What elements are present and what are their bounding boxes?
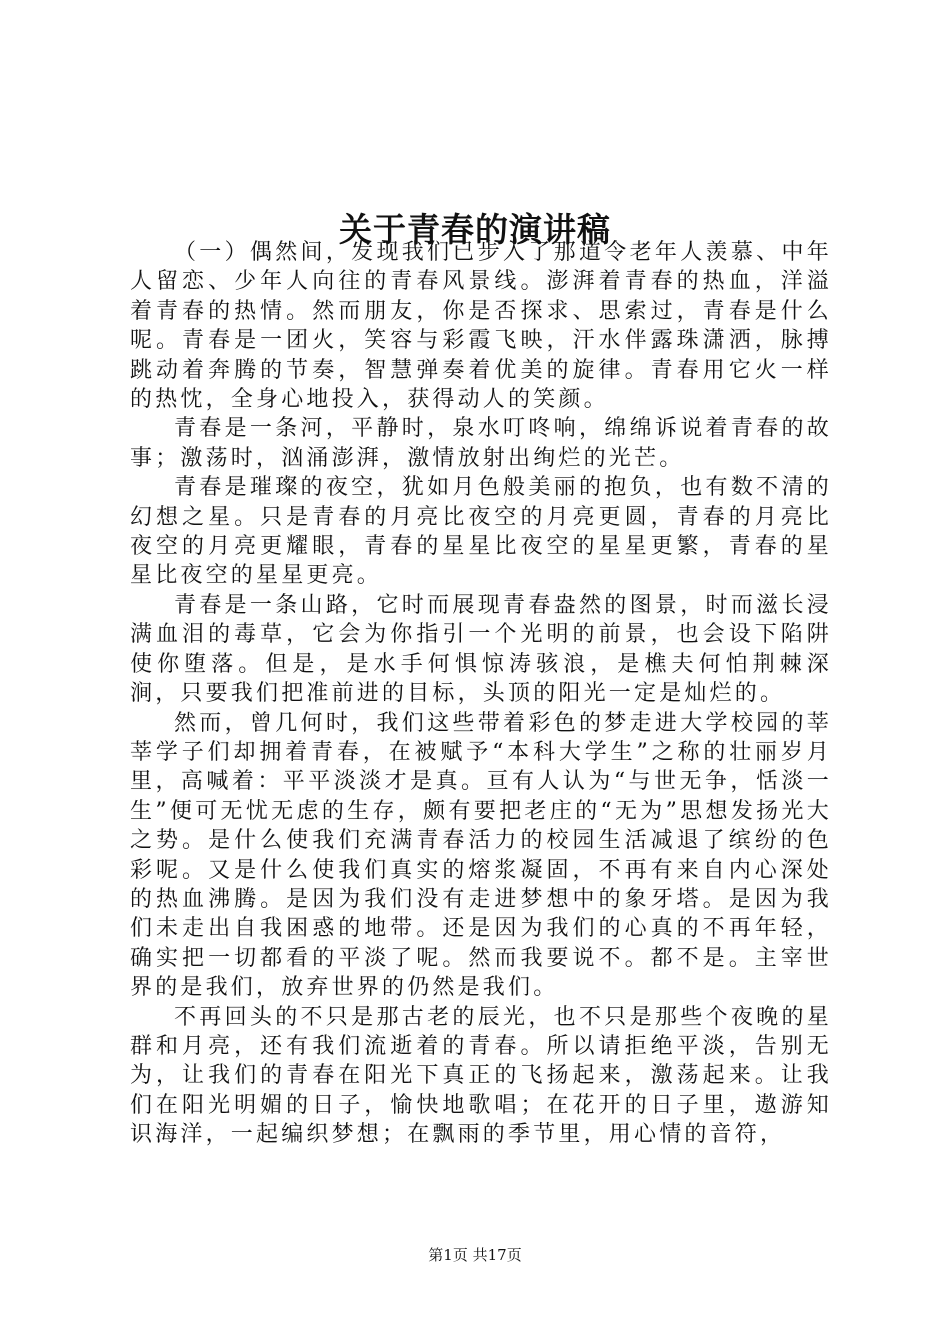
- page-number-footer: 第1页 共17页: [428, 1246, 522, 1264]
- document-body: [130, 238, 832, 1150]
- paragraph-5: 然而，曾几何时，我们这些带着彩色的梦走进大学校园的莘莘学子们却拥着青春，在被赋予“本科大学生”之称的壮丽岁月里，高喊着：平平淡淡才是真。亘有人认为“与世无争，恬淡一生”便可无忧无虑的生存，颇有要把老庄的“无为”思想发扬光大之势。是什么使我们充满青春活力的校园生活减退了缤纷的色彩呢。又是什么使我们真实的熔浆凝固，不再有来自内心深处的热血沸腾。是因为我们没有走进梦想中的象牙塔。是因为我们未走出自我困惑的地带。还是因为我们的心真的不再年轻，确实把一切都看的平淡了呢。然而我要说不。都不是。主宰世界的是我们，放弃世界的仍然是我们。: [130, 710, 832, 1001]
- paragraph-4: 青春是一条山路，它时而展现青春盎然的图景，时而滋长浸满血泪的毒草，它会为你指引一个光明的前景，也会设下陷阱使你堕落。但是，是水手何惧惊涛骇浪，是樵夫何怕荆棘深涧，只要我们把准前进的目标，头顶的阳光一定是灿烂的。: [130, 592, 832, 707]
- paragraph-2: 青春是一条河，平静时，泉水叮咚响，绵绵诉说着青春的故事；激荡时，汹涌澎湃，激情放射出绚烂的光芒。: [130, 416, 832, 471]
- paragraph-6: 不再回头的不只是那古老的辰光，也不只是那些个夜晚的星群和月亮，还有我们流逝着的青春。所以请拒绝平淡，告别无为，让我们的青春在阳光下真正的飞扬起来，激荡起来。让我们在阳光明媚的日子，愉快地歌唱；在花开的日子里，遨游知识海洋，一起编织梦想；在飘雨的季节里，用心情的音符，: [130, 1004, 832, 1148]
- paragraph-1: （一）偶然间，发现我们已步入了那道令老年人羡慕、中年人留恋、少年人向往的青春风景线。澎湃着青春的热血，洋溢着青春的热情。然而朋友，你是否探求、思索过，青春是什么呢。青春是一团火，笑容与彩霞飞映，汗水伴露珠潇洒，脉搏跳动着奔腾的节奏，智慧弹奏着优美的旋律。青春用它火一样的热忱，全身心地投入，获得动人的笑颜。: [130, 240, 832, 413]
- paragraph-3: 青春是璀璨的夜空，犹如月色般美丽的抱负，也有数不清的幻想之星。只是青春的月亮比夜空的月亮更圆，青春的月亮比夜空的月亮更耀眼，青春的星星比夜空的星星更繁，青春的星星比夜空的星星更亮。: [130, 475, 832, 589]
- document-title: 关于青春的演讲稿: [339, 210, 611, 250]
